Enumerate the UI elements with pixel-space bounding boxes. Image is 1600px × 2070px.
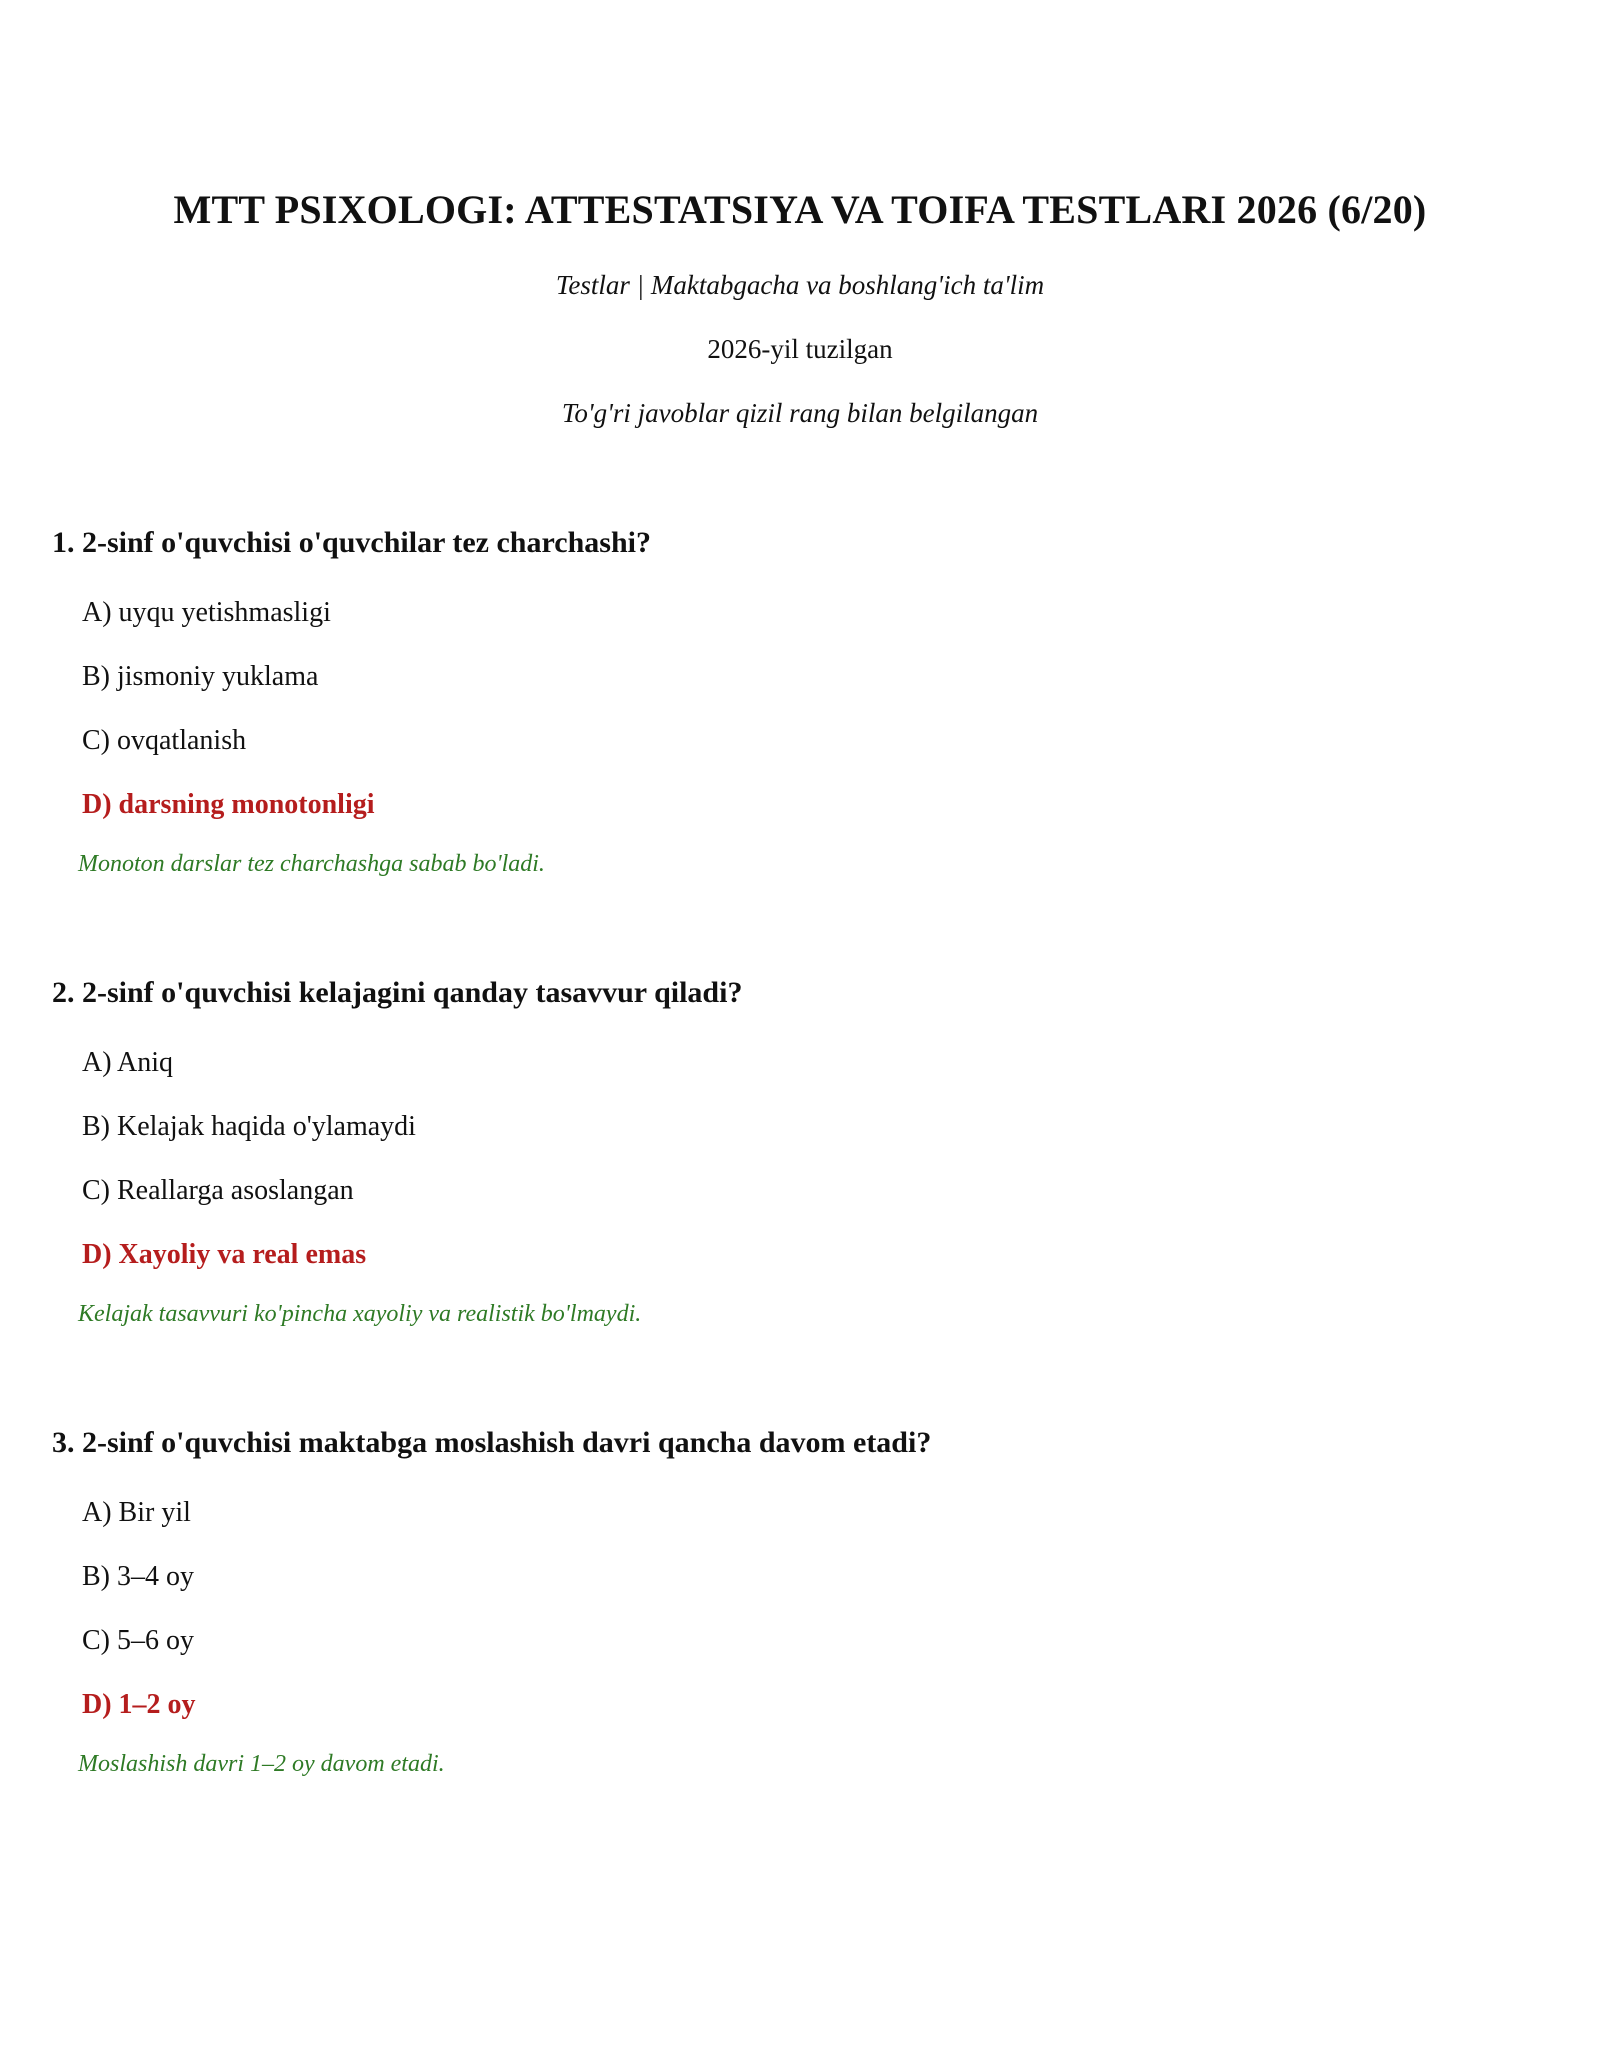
- question-3-option-c: C) 5–6 oy: [82, 1625, 194, 1656]
- question-3-option-b: B) 3–4 oy: [82, 1561, 194, 1592]
- question-1-text: 1. 2-sinf o'quvchisi o'quvchilar tez charchashi?: [52, 526, 651, 559]
- question-3-option-a: A) Bir yil: [82, 1497, 191, 1528]
- question-2-option-c: C) Reallarga asoslangan: [82, 1175, 354, 1206]
- document-date-line: 2026-yil tuzilgan: [707, 334, 893, 364]
- question-1: [52, 523, 1552, 877]
- question-2-option-d-correct: D) Xayoliy va real emas: [82, 1239, 367, 1270]
- question-2-text: 2. 2-sinf o'quvchisi kelajagini qanday tasavvur qiladi?: [52, 976, 743, 1009]
- question-3: [52, 1423, 1552, 1777]
- question-1-option-a: A) uyqu yetishmasligi: [82, 597, 331, 628]
- question-2-option-b: B) Kelajak haqida o'ylamaydi: [82, 1111, 416, 1142]
- question-2: [52, 973, 1552, 1327]
- question-1-explanation: Monoton darslar tez charchashga sabab bo'ladi.: [78, 851, 545, 877]
- question-3-explanation: Moslashish davri 1–2 oy davom etadi.: [78, 1751, 445, 1777]
- document-note-line: To'g'ri javoblar qizil rang bilan belgilangan: [561, 398, 1039, 428]
- document-subtitle: Testlar | Maktabgacha va boshlang'ich ta'lim: [555, 270, 1045, 300]
- question-1-option-d-correct: D) darsning monotonligi: [82, 789, 375, 820]
- question-1-option-b: B) jismoniy yuklama: [82, 661, 319, 692]
- question-2-explanation: Kelajak tasavvuri ko'pincha xayoliy va realistik bo'lmaydi.: [78, 1301, 642, 1327]
- question-2-option-a: A) Aniq: [82, 1047, 173, 1078]
- document-title: MTT PSIXOLOGI: ATTESTATSIYA VA TOIFA TESTLARI 2026 (6/20): [173, 187, 1427, 232]
- question-1-option-c: C) ovqatlanish: [82, 725, 247, 756]
- question-3-option-d-correct: D) 1–2 oy: [82, 1689, 196, 1720]
- question-3-text: 3. 2-sinf o'quvchisi maktabga moslashish davri qancha davom etadi?: [52, 1426, 932, 1459]
